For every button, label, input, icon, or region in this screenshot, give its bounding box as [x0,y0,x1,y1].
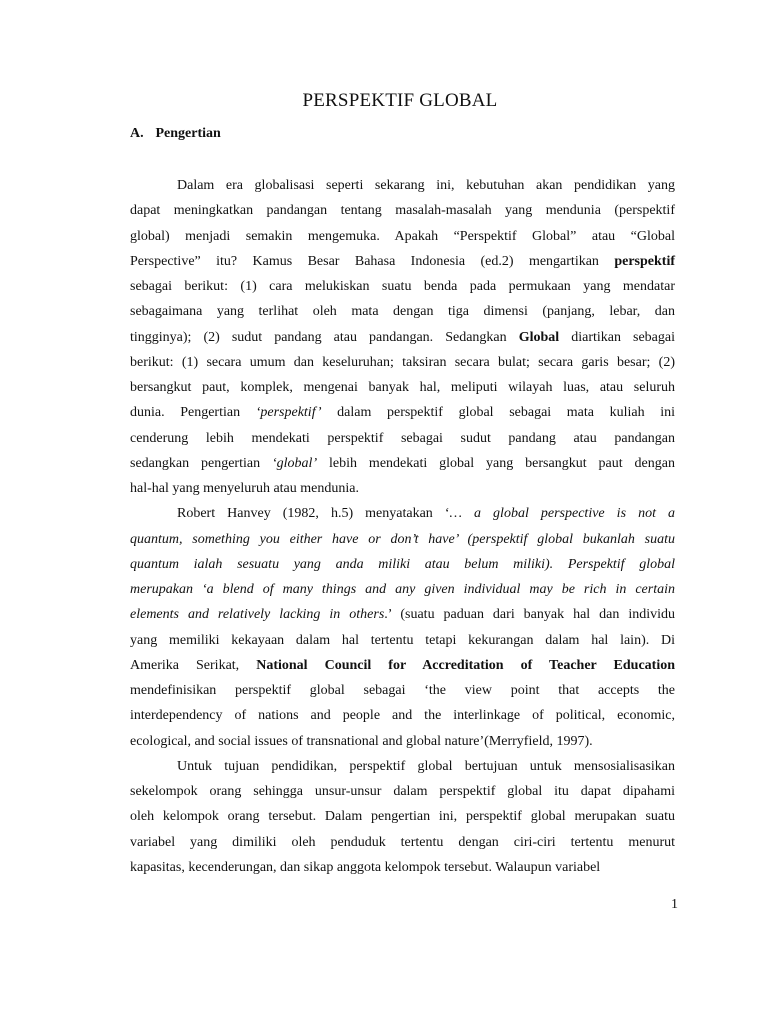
text-run: berikut: (1) secara umum dan keseluruhan; taksiran secara bulat; secara garis besar; (2) [130,354,675,370]
text-line [130,754,675,779]
text-run: sekelompok orang sehingga unsur-unsur dalam perspektif global itu dapat dipahami [130,784,675,799]
text-run: oleh kelompok orang tersebut. Dalam pengertian ini, perspektif global merupakan suatu [130,809,675,825]
text-line [130,173,675,198]
text-run: lebih mendekati global yang bersangkut paut dengan [317,455,675,471]
italic-text: … a global perspective is not a [449,506,676,522]
text-line [130,375,675,400]
text-run: sebagai berikut: (1) cara melukiskan suatu benda pada permukaan yang mendatar [130,279,675,294]
italic-text: merupakan ‘a blend of many things and any given individual may be rich in certain [130,582,675,597]
text-run: Perspective” itu? Kamus Besar Bahasa Indonesia (ed.2) mengartikan [130,253,615,269]
text-line [130,501,675,526]
text-line [130,451,675,476]
text-run: bersangkut paut, komplek, mengenai banyak hal, meliputi wilayah luas, atau seluruh [130,380,675,395]
text-run: dalam perspektif global sebagai mata kuliah ini [321,405,675,421]
body-text [130,173,675,880]
text-line [130,325,675,350]
text-line [130,577,675,602]
text-run: cenderung lebih mendekati perspektif sebagai sudut pandang atau pandangan [130,430,675,446]
text-line [130,602,675,627]
italic-text: quantum ialah sesuatu yang anda miliki atau belum miliki). Perspektif global [130,556,675,572]
bold-text: Global [518,329,560,345]
text-run: sedangkan pengertian [130,455,272,471]
text-line [130,527,675,552]
text-line [130,552,675,577]
text-line [130,804,675,829]
italic-text: quantum, something you either have or don’t have’ (perspektif global bukanlah suatu [130,531,675,547]
text-run: kapasitas, kecenderungan, dan sikap anggota kelompok tersebut. Walaupun variabel [130,859,601,875]
text-line [130,830,675,855]
text-run: yang memiliki kekayaan dalam hal tertentu tetapi kekurangan dalam hal lain). Di [130,632,675,648]
text-line [130,703,675,728]
italic-text: elements and relatively lacking in others [130,607,385,623]
text-line [130,198,675,223]
page-number: 1 [671,897,678,912]
text-line [130,224,675,249]
text-run: mendefinisikan perspektif global sebagai ‘the view point that accepts the [130,683,675,698]
text-line [130,249,675,274]
bold-text: perspektif [614,253,675,269]
text-line [130,426,675,451]
text-line [130,628,675,653]
section-number: A. [130,126,144,141]
text-run: Amerika Serikat, [130,657,257,673]
text-run: interdependency of nations and people and the interlinkage of political, economic, [130,708,675,724]
bold-text: National Council for Accreditation of Teacher Education [256,657,675,673]
section-title: Pengertian [155,126,221,141]
text-line [130,729,675,754]
text-run: hal-hal yang menyeluruh atau mendunia. [130,481,359,496]
text-line [130,678,675,703]
text-run: Robert Hanvey (1982, h.5) menyatakan ‘ [177,506,450,522]
text-run: .’ (suatu paduan dari banyak hal dan individu [384,607,675,623]
text-line [130,779,675,804]
text-line [130,274,675,299]
section-heading [130,124,221,144]
text-line [130,299,675,324]
text-line [130,653,675,678]
text-run: dunia. Pengertian [130,405,256,421]
text-run: ecological, and social issues of transnational and global nature’(Merryfield, 1997). [130,733,593,749]
text-run: Dalam era globalisasi seperti sekarang ini, kebutuhan akan pendidikan yang [177,178,675,193]
text-run: variabel yang dimiliki oleh penduduk tertentu dengan ciri-ciri tertentu menurut [130,834,675,850]
text-line [130,350,675,375]
text-line [130,855,675,880]
paragraph [130,754,675,880]
text-line [130,476,675,501]
text-line [130,400,675,425]
paragraph [130,501,675,754]
text-run: dapat meningkatkan pandangan tentang masalah-masalah yang mendunia (perspektif [130,203,675,219]
page-title: PERSPEKTIF GLOBAL [302,90,498,111]
text-run: sebagaimana yang terlihat oleh mata dengan tiga dimensi (panjang, lebar, dan [130,304,675,320]
italic-text: ‘global’ [272,455,318,471]
text-run: tingginya); (2) sudut pandang atau pandangan. Sedangkan [130,329,519,345]
text-run: diartikan sebagai [559,329,675,345]
text-run: Untuk tujuan pendidikan, perspektif global bertujuan untuk mensosialisasikan [177,758,675,774]
paragraph [130,173,675,501]
italic-text: ‘perspektif’ [255,405,322,421]
text-run: global) menjadi semakin mengemuka. Apakah “Perspektif Global” atau “Global [130,228,675,244]
